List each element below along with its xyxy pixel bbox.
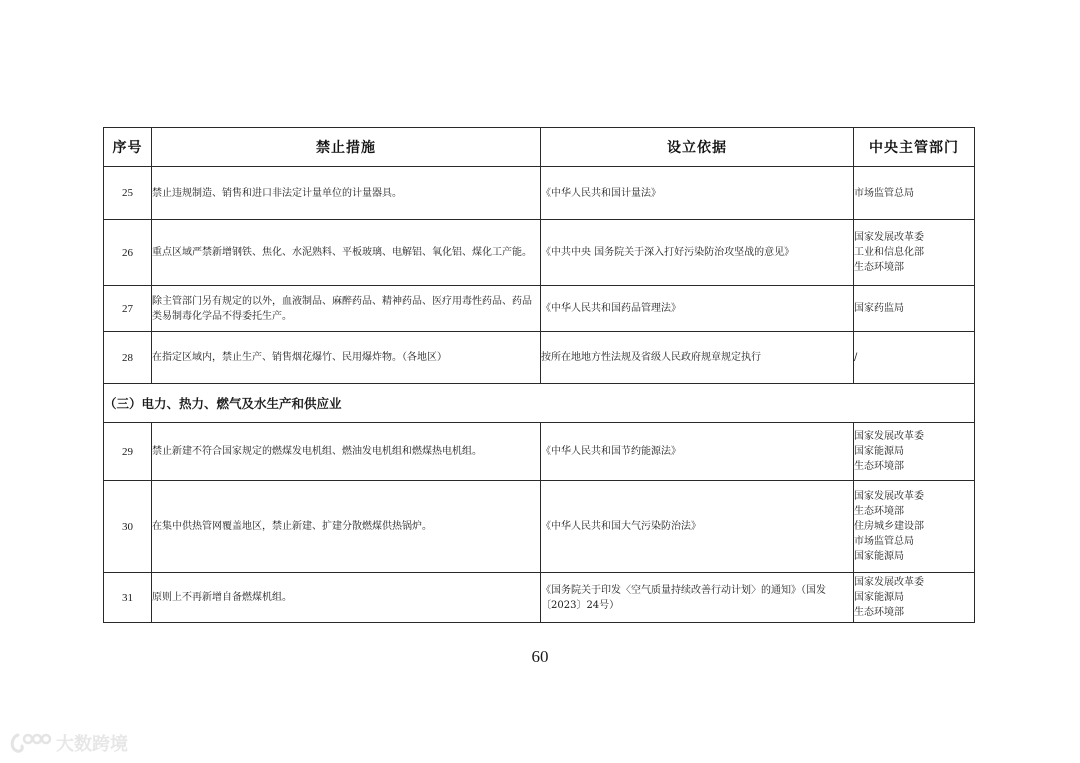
row-seq: 30: [104, 481, 152, 573]
header-measure: 禁止措施: [152, 128, 541, 167]
department-name: 住房城乡建设部: [854, 521, 924, 532]
row-departments: [854, 481, 975, 573]
row-basis: 《中华人民共和国计量法》: [541, 167, 854, 220]
row-measure: 禁止违规制造、销售和进口非法定计量单位的计量器具。: [152, 167, 541, 220]
table-row: [104, 332, 975, 384]
department-name: 生态环境部: [854, 607, 904, 618]
row-measure: 原则上不再新增自备燃煤机组。: [152, 573, 541, 623]
row-seq: 25: [104, 167, 152, 220]
row-measure: 在指定区域内，禁止生产、销售烟花爆竹、民用爆炸物。（各地区）: [152, 332, 541, 384]
header-basis: 设立依据: [541, 128, 854, 167]
row-basis: 《中共中央 国务院关于深入打好污染防治攻坚战的意见》: [541, 220, 854, 286]
row-measure: 除主管部门另有规定的以外，血液制品、麻醉药品、精神药品、医疗用毒性药品、药品类易制毒化学品不得委托生产。: [152, 286, 541, 332]
watermark: [8, 730, 128, 756]
row-measure: 重点区域严禁新增钢铁、焦化、水泥熟料、平板玻璃、电解铝、氧化铝、煤化工产能。: [152, 220, 541, 286]
department-name: 国家能源局: [854, 446, 904, 457]
row-basis: 《中华人民共和国药品管理法》: [541, 286, 854, 332]
row-seq: 31: [104, 573, 152, 623]
row-basis: 《国务院关于印发〈空气质量持续改善行动计划〉的通知》（国发〔2023〕24号）: [541, 573, 854, 623]
watermark-text: 大数跨境: [56, 734, 128, 755]
department-name: 国家药监局: [854, 303, 904, 314]
department-name: 国家能源局: [854, 551, 904, 562]
row-departments: [854, 286, 975, 332]
row-basis: 《中华人民共和国节约能源法》: [541, 423, 854, 481]
row-measure: 在集中供热管网覆盖地区，禁止新建、扩建分散燃煤供热锅炉。: [152, 481, 541, 573]
department-name: 生态环境部: [854, 262, 904, 273]
row-basis: 按所在地地方性法规及省级人民政府规章规定执行: [541, 332, 854, 384]
department-name: 工业和信息化部: [854, 247, 924, 258]
row-seq: 26: [104, 220, 152, 286]
page-number: 60: [531, 647, 549, 666]
table-row: [104, 286, 975, 332]
watermark-logo-icon: [8, 731, 52, 755]
table-row: [104, 167, 975, 220]
row-departments: [854, 220, 975, 286]
header-department: 中央主管部门: [854, 128, 975, 167]
prohibition-table: [103, 127, 975, 623]
department-name: 生态环境部: [854, 461, 904, 472]
header-seq: 序号: [104, 128, 152, 167]
section-row: [104, 384, 975, 423]
section-title: （三）电力、热力、燃气及水生产和供应业: [104, 384, 975, 423]
table-row: [104, 220, 975, 286]
department-name: 国家发展改革委: [854, 577, 924, 588]
header-row: [104, 128, 975, 167]
department-name: 国家能源局: [854, 592, 904, 603]
row-seq: 28: [104, 332, 152, 384]
department-name: 国家发展改革委: [854, 491, 924, 502]
department-name: 国家发展改革委: [854, 431, 924, 442]
row-measure: 禁止新建不符合国家规定的燃煤发电机组、燃油发电机组和燃煤热电机组。: [152, 423, 541, 481]
row-departments: [854, 573, 975, 623]
table-row: [104, 423, 975, 481]
department-name: 生态环境部: [854, 506, 904, 517]
department-name: /: [854, 352, 858, 363]
table-row: [104, 481, 975, 573]
row-seq: 29: [104, 423, 152, 481]
row-basis: 《中华人民共和国大气污染防治法》: [541, 481, 854, 573]
row-seq: 27: [104, 286, 152, 332]
department-name: 市场监管总局: [854, 536, 914, 547]
table-row: [104, 573, 975, 623]
department-name: 国家发展改革委: [854, 232, 924, 243]
row-departments: [854, 332, 975, 384]
row-departments: [854, 423, 975, 481]
department-name: 市场监管总局: [854, 187, 914, 199]
row-departments: [854, 167, 975, 220]
